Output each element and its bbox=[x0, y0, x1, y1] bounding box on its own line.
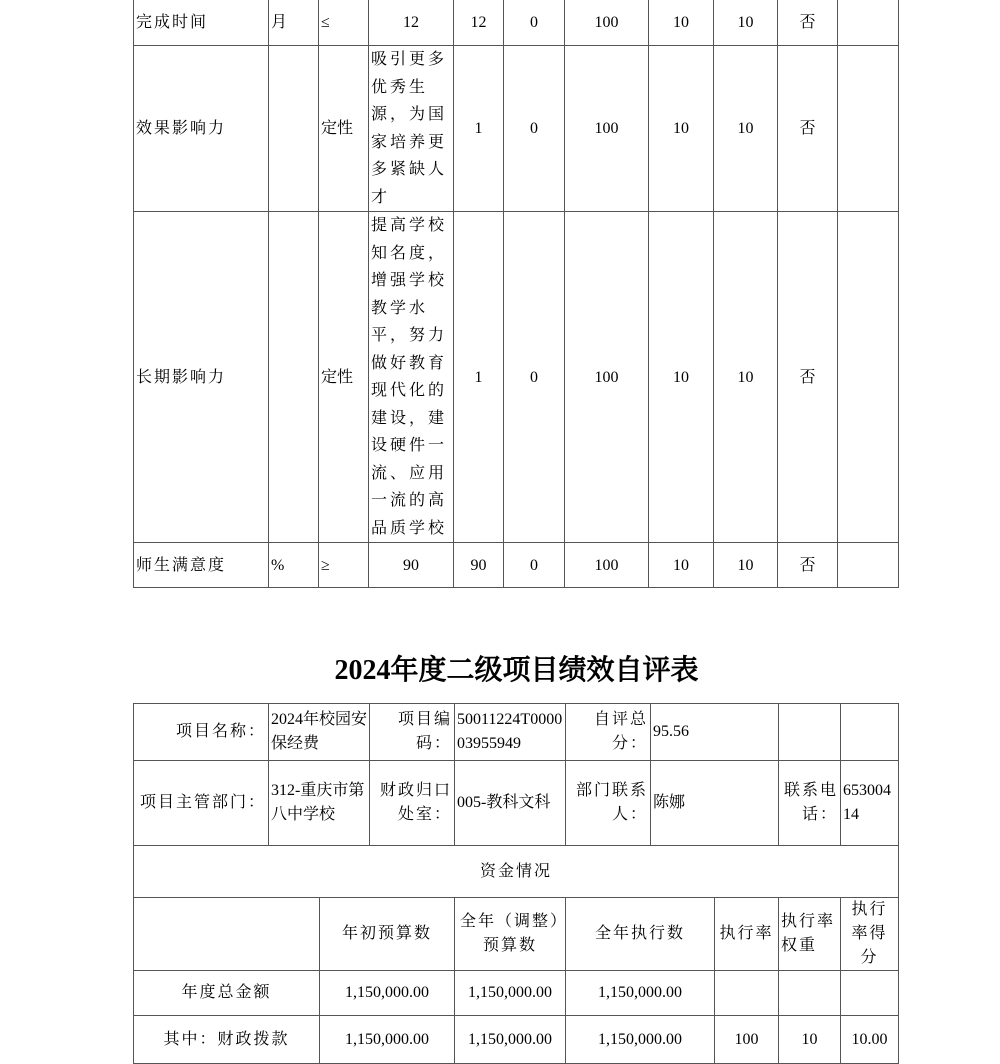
indicator-unit bbox=[269, 46, 319, 212]
indicator-deviation: 0 bbox=[504, 543, 565, 588]
indicator-row bbox=[134, 212, 899, 543]
finance-label: 财政归口处室： bbox=[370, 761, 455, 846]
funds-header: 执行率得分 bbox=[841, 898, 899, 971]
funds-section-label: 资金情况 bbox=[134, 846, 899, 898]
funds-cell: 10.00 bbox=[841, 1016, 899, 1064]
indicator-weight: 10 bbox=[649, 46, 714, 212]
funds-cell bbox=[779, 971, 841, 1016]
indicator-actual: 90 bbox=[454, 543, 504, 588]
funds-cell: 10 bbox=[779, 1016, 841, 1064]
indicator-op: 定性 bbox=[319, 46, 369, 212]
indicator-note bbox=[838, 46, 899, 212]
funds-row bbox=[134, 971, 899, 1016]
indicator-remedy: 否 bbox=[778, 46, 838, 212]
indicator-score: 10 bbox=[714, 212, 778, 543]
phone: 65300414 bbox=[841, 761, 899, 846]
indicator-completion: 100 bbox=[565, 543, 649, 588]
indicator-unit bbox=[269, 212, 319, 543]
funds-row bbox=[134, 1016, 899, 1064]
indicator-op: ≥ bbox=[319, 543, 369, 588]
funds-header: 全年执行数 bbox=[566, 898, 715, 971]
funds-section-row bbox=[134, 846, 899, 898]
self-score-label: 自评总分： bbox=[566, 704, 651, 761]
indicator-row bbox=[134, 543, 899, 588]
indicator-table bbox=[133, 0, 899, 588]
funds-cell: 1,150,000.00 bbox=[455, 971, 566, 1016]
indicator-remedy: 否 bbox=[778, 0, 838, 46]
funds-header-row bbox=[134, 898, 899, 971]
indicator-score: 10 bbox=[714, 0, 778, 46]
indicator-row bbox=[134, 46, 899, 212]
indicator-score: 10 bbox=[714, 46, 778, 212]
funds-cell: 1,150,000.00 bbox=[455, 1016, 566, 1064]
indicator-row bbox=[134, 0, 899, 46]
indicator-target: 吸引更多优秀生源，为国家培养更多紧缺人才 bbox=[369, 46, 454, 212]
indicator-actual: 1 bbox=[454, 46, 504, 212]
funds-header: 执行率权重 bbox=[779, 898, 841, 971]
form-title: 2024年度二级项目绩效自评表 bbox=[334, 655, 699, 686]
phone-label: 联系电话： bbox=[779, 761, 841, 846]
indicator-target: 90 bbox=[369, 543, 454, 588]
indicator-name: 师生满意度 bbox=[134, 543, 269, 588]
funds-cell bbox=[715, 971, 779, 1016]
dept: 312-重庆市第八中学校 bbox=[269, 761, 370, 846]
indicator-note bbox=[838, 0, 899, 46]
indicator-name: 长期影响力 bbox=[134, 212, 269, 543]
project-code: 50011224T000003955949 bbox=[455, 704, 566, 761]
funds-cell: 1,150,000.00 bbox=[566, 1016, 715, 1064]
indicator-remedy: 否 bbox=[778, 543, 838, 588]
project-name: 2024年校园安保经费 bbox=[269, 704, 370, 761]
funds-cell: 1,150,000.00 bbox=[320, 1016, 455, 1064]
indicator-weight: 10 bbox=[649, 543, 714, 588]
indicator-op: ≤ bbox=[319, 0, 369, 46]
indicator-unit: % bbox=[269, 543, 319, 588]
indicator-actual: 12 bbox=[454, 0, 504, 46]
project-code-label: 项目编码： bbox=[370, 704, 455, 761]
project-info-table bbox=[133, 703, 899, 1064]
dept-label: 项目主管部门： bbox=[134, 761, 269, 846]
indicator-weight: 10 bbox=[649, 212, 714, 543]
empty-cell bbox=[841, 704, 899, 761]
indicator-deviation: 0 bbox=[504, 0, 565, 46]
indicator-score: 10 bbox=[714, 543, 778, 588]
funds-cell: 年度总金额 bbox=[134, 971, 320, 1016]
indicator-name: 完成时间 bbox=[134, 0, 269, 46]
indicator-completion: 100 bbox=[565, 46, 649, 212]
indicator-unit: 月 bbox=[269, 0, 319, 46]
project-row-2 bbox=[134, 761, 899, 846]
indicator-note bbox=[838, 543, 899, 588]
indicator-completion: 100 bbox=[565, 212, 649, 543]
funds-cell: 1,150,000.00 bbox=[320, 971, 455, 1016]
indicator-weight: 10 bbox=[649, 0, 714, 46]
indicator-op: 定性 bbox=[319, 212, 369, 543]
indicator-remedy: 否 bbox=[778, 212, 838, 543]
funds-header: 年初预算数 bbox=[320, 898, 455, 971]
indicator-deviation: 0 bbox=[504, 212, 565, 543]
empty-cell bbox=[779, 704, 841, 761]
indicator-note bbox=[838, 212, 899, 543]
funds-header: 全年（调整）预算数 bbox=[455, 898, 566, 971]
project-row-1 bbox=[134, 704, 899, 761]
indicator-target: 提高学校知名度，增强学校教学水平，努力做好教育现代化的建设，建设硬件一流、应用一流的高品质学校 bbox=[369, 212, 454, 543]
funds-cell bbox=[841, 971, 899, 1016]
indicator-completion: 100 bbox=[565, 0, 649, 46]
funds-header bbox=[134, 898, 320, 971]
finance-office: 005-教科文科 bbox=[455, 761, 566, 846]
self-score: 95.56 bbox=[651, 704, 779, 761]
contact: 陈娜 bbox=[651, 761, 779, 846]
indicator-deviation: 0 bbox=[504, 46, 565, 212]
indicator-target: 12 bbox=[369, 0, 454, 46]
project-name-label: 项目名称： bbox=[134, 704, 269, 761]
funds-cell: 1,150,000.00 bbox=[566, 971, 715, 1016]
contact-label: 部门联系人： bbox=[566, 761, 651, 846]
indicator-actual: 1 bbox=[454, 212, 504, 543]
funds-cell: 100 bbox=[715, 1016, 779, 1064]
indicator-name: 效果影响力 bbox=[134, 46, 269, 212]
funds-header: 执行率 bbox=[715, 898, 779, 971]
funds-cell: 其中：财政拨款 bbox=[134, 1016, 320, 1064]
